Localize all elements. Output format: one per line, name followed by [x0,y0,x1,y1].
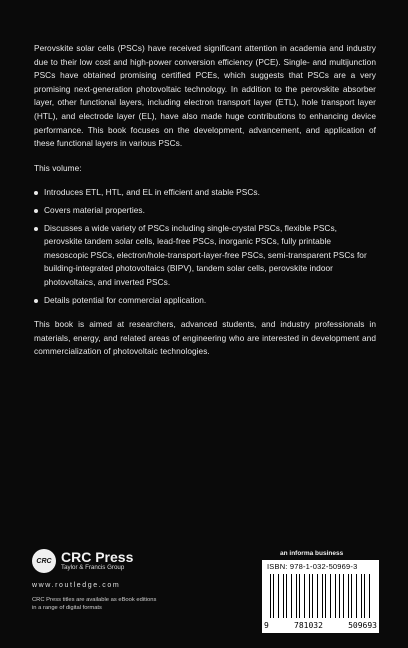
isbn-text: ISBN: 978-1-032-50969-3 [267,562,358,571]
publisher-name: CRC Press [61,549,134,565]
crc-logo-icon: CRC [32,549,56,573]
list-item: Details potential for commercial application. [34,294,376,308]
bullet-icon [34,299,38,303]
ebook-note: CRC Press titles are available as eBook editions in a range of digital formats [32,597,157,611]
publisher-logo [32,549,212,573]
description-paragraph: Perovskite solar cells (PSCs) have received significant attention in academia and industry due to their low cost and high-power conversion efficiency (PCE). Single- and multijunction PSCs have obtained promising certified PCEs, which suggests that PSCs are a very promising next-generation photovoltaic technology. In addition to the perovskite absorber layer, other functional layers, including electron transport layer (ETL), hole transport layer (HTL), and electrode layer (EL), have also made huge contributions to enhancing device performance. This book focuses on the development, advancement, and application of these functional layers in various PSCs. [34,43,376,149]
list-item: Discusses a wide variety of PSCs including single-crystal PSCs, flexible PSCs, perovskite tandem solar cells, lead-free PSCs, inorganic PSCs, fully printable mesoscopic PSCs, electron/hole-transport-layer-free PSCs, semi-transparent PSCs for building-integrated photovoltaics (BIPV), tandem solar cells, perovskite indoor photovoltaics, and inverted PSCs. [34,222,376,290]
volume-intro: This volume: [34,162,82,173]
back-cover-text [34,42,376,370]
barcode-block [262,550,382,633]
bullet-icon [34,191,38,195]
informa-label: an informa business [280,550,344,557]
feature-list [34,186,376,307]
publisher-website: www.routledge.com [32,582,121,589]
list-item: Covers material properties. [34,204,376,218]
list-item: Introduces ETL, HTL, and EL in efficient and stable PSCs. [34,186,376,200]
publisher-block [32,549,212,612]
bullet-icon [34,227,38,231]
publisher-group: Taylor & Francis Group [61,564,125,571]
barcode-bars [270,574,374,618]
barcode [262,560,379,633]
bullet-icon [34,209,38,213]
barcode-digits: 9 781032 509693 [264,621,377,630]
audience-paragraph: This book is aimed at researchers, advanced students, and industry professionals in materials, energy, and related areas of engineering who are interested in development and commercialization of photovoltaic technologies. [34,319,376,357]
